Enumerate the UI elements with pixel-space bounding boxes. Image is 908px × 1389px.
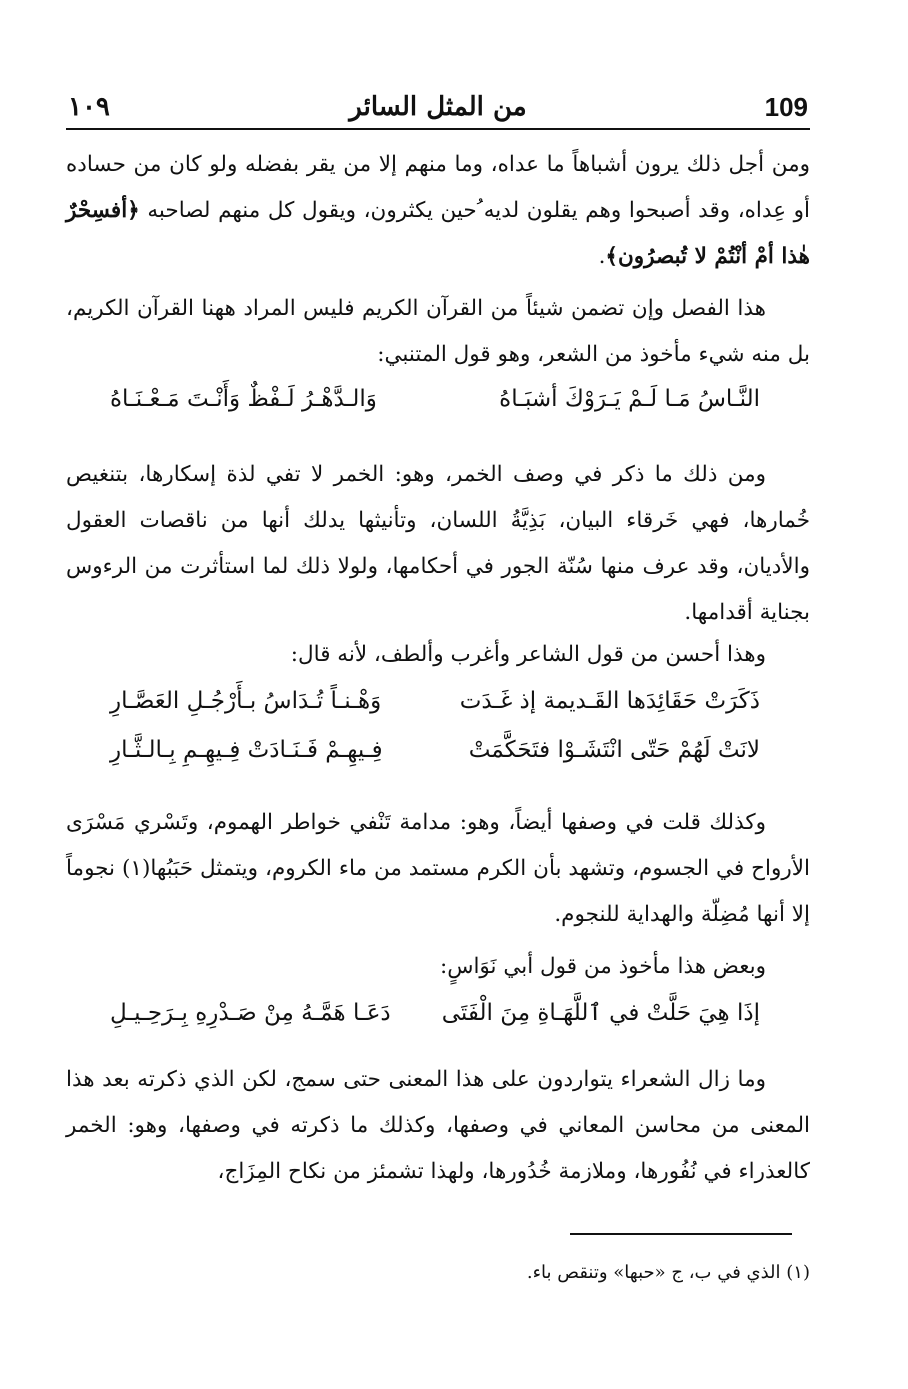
paragraph-6: وبعض هذا مأخوذ من قول أبي نَوَاسٍ: xyxy=(439,954,766,979)
paragraph-2: هذا الفصل وإن تضمن شيئاً من القرآن الكريم فليس المراد ههنا القرآن الكريم، بل منه شيء مأخوذ من الشعر، وهو قول المتنبي: xyxy=(66,296,810,367)
paragraph-7: وما زال الشعراء يتواردون على هذا المعنى حتى سمج، لكن الذي ذكرته بعد هذا المعنى من محاسن المعاني في وصفها، وكذلك ما ذكرته في وصفها، وهو: الخمر كالعذراء في نُفُورها، وملازمة خُدُورها، ولهذا تشمئز من نكاح المِزَاج، xyxy=(66,1067,810,1184)
verse-2-second-hemistich: وَهْـنـاً تُـدَاسُ بـأَرْجُـلِ العَصَّـارِ xyxy=(110,688,382,714)
paragraph-5: وكذلك قلت في وصفها أيضاً، وهو: مدامة تَنْفي خواطر الهموم، وتَسْري مَسْرَى الأرواح في الجسوم، وتشهد بأن الكرم مستمد من ماء الكروم، ويتمثل حَبَبُها(١) نجوماً إلا أنها مُضِلّة والهداية للنجوم. xyxy=(66,810,810,927)
page-header xyxy=(66,88,810,130)
verse-3-second-hemistich: فِـيهِـمْ فَـنَـادَتْ فِـيهِـمِ بِـالـثَّـارِ xyxy=(110,737,383,763)
verse-3-first-hemistich: لانَتْ لَهُمْ حَتّى انْتَشَـوْا فتَحَكَّمَتْ xyxy=(468,737,760,763)
verse-1 xyxy=(110,386,760,432)
verse-4-second-hemistich: دَعَـا هَمَّـهُ مِنْ صَـدْرِهِ بِـرَحِـيـلِ xyxy=(110,1000,391,1026)
footnote: (١) الذي في ب، ج «حبها» وتنقص باء. xyxy=(526,1262,810,1283)
quran-quote: ﴿أفسِحْرٌ هٰذا أمْ أنْتُمْ لا تُبصرُون﴾ xyxy=(66,198,810,269)
page-number-arabic: ١٠٩ xyxy=(68,92,110,122)
paragraph-3: ومن ذلك ما ذكر في وصف الخمر، وهو: الخمر لا تفي لذة إسكارها، بتنغيص خُمارها، فهي خَرقاء البيان، بَذِيَّةُ اللسان، وتأنيثها يدلك أنها من ناقصات العقول والأديان، وقد عرف منها سُنّة الجور في أحكامها، ولولا ذلك لما استأثرت من الرءوس بجناية أقدامها. xyxy=(66,462,810,625)
verse-4 xyxy=(110,1000,760,1046)
paragraph-1 xyxy=(66,142,810,280)
paragraph-1-text: ومن أجل ذلك يرون أشباهاً ما عداه، وما منهم إلا من يقر بفضله ولو كان من حساده أو عِداه، وقد أصبحوا وهم يقلون لديه ُحين يكثرون، ويقول كل منهم لصاحبه xyxy=(66,152,810,223)
verse-1-second-hemistich: وَالـدَّهْـرُ لَـفْظٌ وَأَنْـتَ مَـعْـنَـاهُ xyxy=(110,386,377,412)
footnote-divider xyxy=(570,1233,792,1235)
page-number-latin: 109 xyxy=(764,92,808,122)
verse-2 xyxy=(110,688,760,734)
running-title: من المثل السائر xyxy=(349,92,527,122)
verse-2-first-hemistich: ذَكَرَتْ حَقَائِدَها القَـديمة إذ غَـدَت xyxy=(459,688,760,714)
verse-1-first-hemistich: النَّـاسُ مَـا لَـمْ يَـرَوْكَ أشبَـاهُ xyxy=(499,386,760,412)
verse-3 xyxy=(110,737,760,783)
paragraph-1-end: . xyxy=(598,244,606,269)
paragraph-4: وهذا أحسن من قول الشاعر وأغرب وألطف، لأنه قال: xyxy=(290,642,766,667)
verse-4-first-hemistich: إذَا هِيَ حَلَّتْ في ٱللَّهَـاةِ مِنَ الْفَتَى xyxy=(441,1000,760,1026)
